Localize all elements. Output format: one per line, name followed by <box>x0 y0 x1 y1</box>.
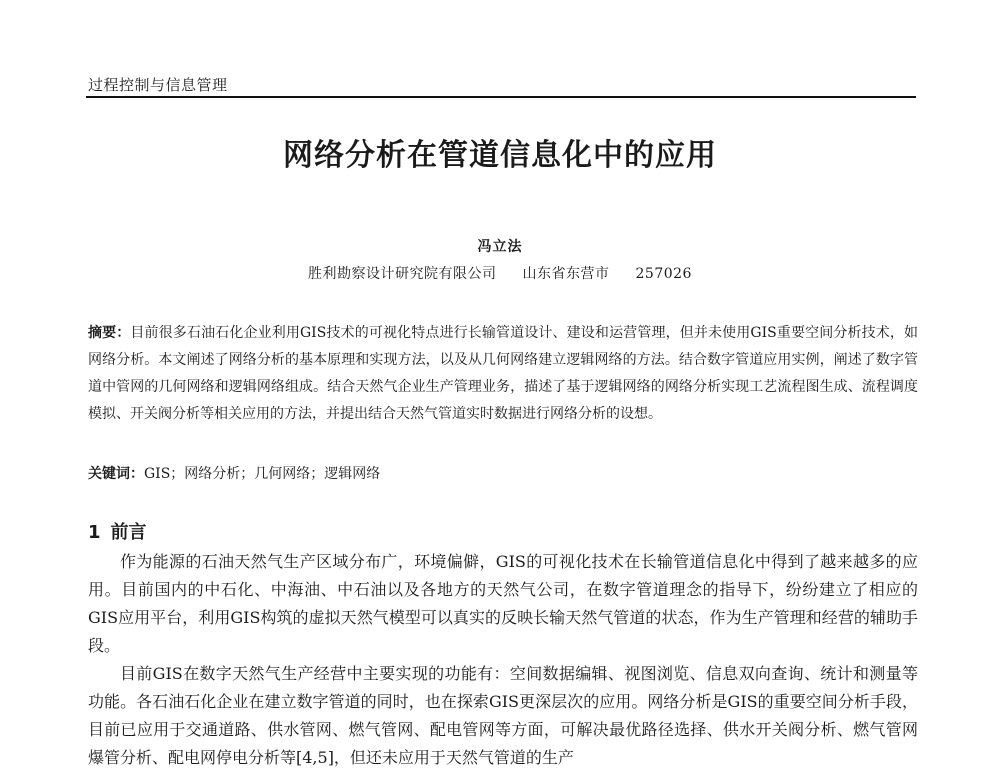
abstract-label: 摘要： <box>88 325 131 341</box>
affiliation-postcode: 257026 <box>635 266 692 282</box>
header-rule <box>86 96 916 98</box>
paper-title: 网络分析在管道信息化中的应用 <box>283 138 717 173</box>
author-name: 冯立法 <box>477 239 523 255</box>
keywords <box>88 463 918 483</box>
keywords-label: 关键词： <box>88 466 144 482</box>
section-title: 前言 <box>110 522 147 543</box>
affiliation-organization: 胜利勘察设计研究院有限公司 <box>308 266 497 282</box>
running-head: 过程控制与信息管理 <box>88 76 228 94</box>
body-paragraph: 作为能源的石油天然气生产区域分布广，环境偏僻，GIS的可视化技术在长输管道信息化中得到了越来越多的应用。目前国内的中石化、中海油、中石油以及各地方的天然气公司，在数字管道理念的指导下，纷纷建立了相应的GIS应用平台，利用GIS构筑的虚拟天然气模型可以真实的反映长输天然气管道的状态，作为生产管理和经营的辅助手段。 <box>88 552 918 655</box>
body-paragraph: 目前GIS在数字天然气生产经营中主要实现的功能有：空间数据编辑、视图浏览、信息双向查询、统计和测量等功能。各石油石化企业在建立数字管道的同时，也在探索GIS更深层次的应用。网络分析是GIS的重要空间分析手段，目前已应用于交通道路、供水管网、燃气管网、配电管网等方面，可解决最优路径选择、供水开关阀分析、燃气管网爆管分析、配电网停电分析等[4,5]，但还未应用于天然气管道的生产 <box>88 664 918 767</box>
abstract <box>88 320 918 428</box>
abstract-text: 目前很多石油石化企业利用GIS技术的可视化特点进行长输管道设计、建设和运营管理，但并未使用GIS重要空间分析技术，如网络分析。本文阐述了网络分析的基本原理和实现方法，以及从几何网络建立逻辑网络的方法。结合数字管道应用实例，阐述了数字管道中管网的几何网络和逻辑网络组成。结合天然气企业生产管理业务，描述了基于逻辑网络的网络分析实现工艺流程图生成、流程调度模拟、开关阀分析等相关应用的方法，并提出结合天然气管道实时数据进行网络分析的设想。 <box>88 325 919 422</box>
section-heading <box>88 518 147 544</box>
affiliation-location: 山东省东营市 <box>522 266 610 282</box>
section-number: 1 <box>88 522 101 543</box>
affiliation-line <box>0 263 1000 283</box>
keywords-text: GIS；网络分析；几何网络；逻辑网络 <box>144 466 381 482</box>
section-body <box>88 548 918 772</box>
